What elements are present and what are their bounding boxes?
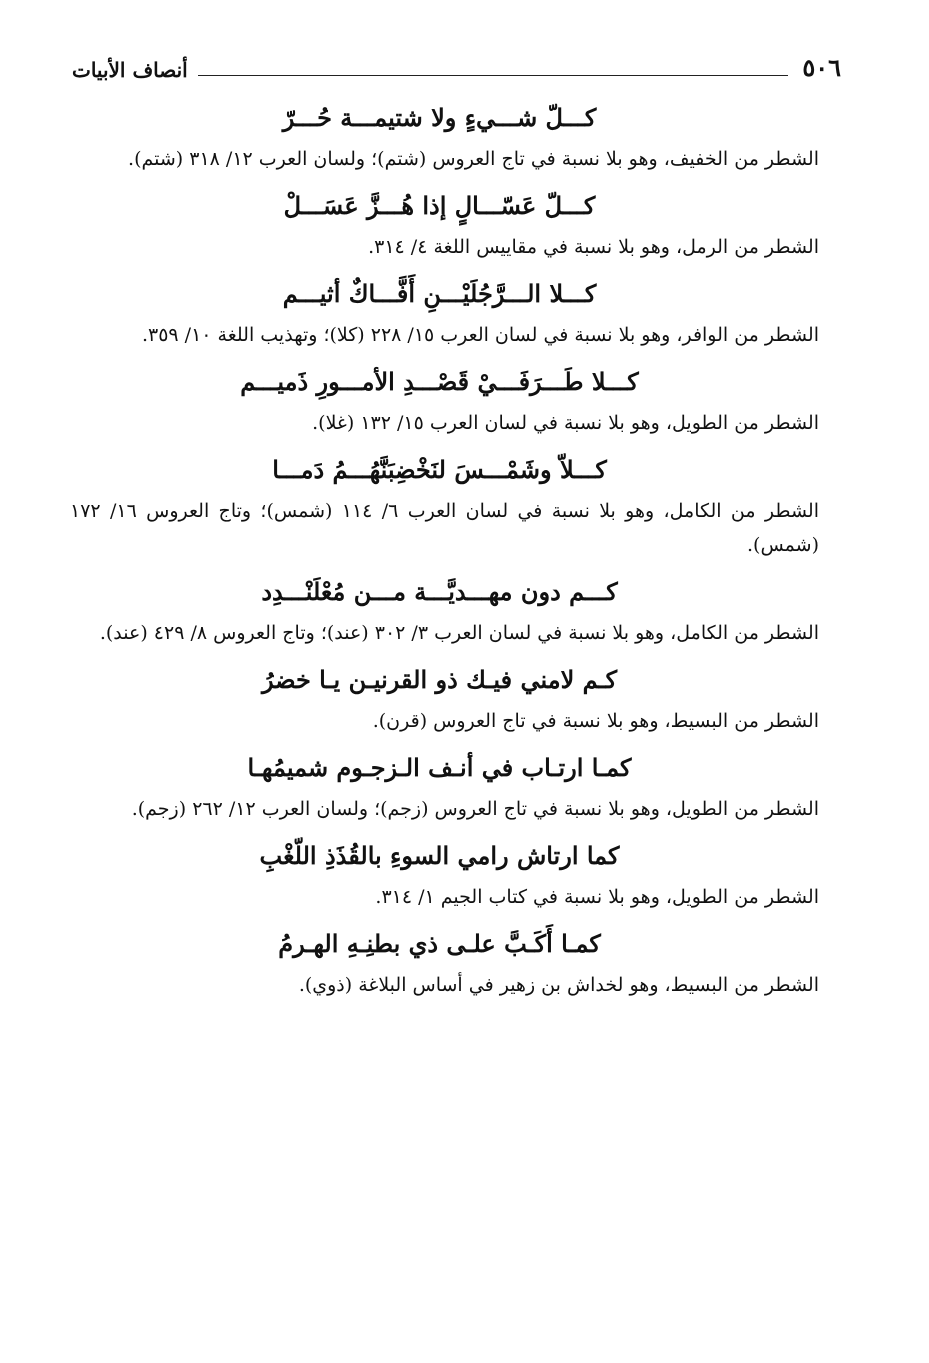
verse-entries (70, 100, 819, 1014)
verse-note: الشطر من البسيط، وهو بلا نسبة في تاج العروس (قرن). (372, 710, 819, 732)
verse-line: كمـا أَكَـبَّ علـى ذي بطنِـهِ الهـرمُ (278, 929, 601, 958)
verse-entry (70, 662, 819, 738)
verse-note: الشطر من الطويل، وهو بلا نسبة في كتاب الجيم ١/ ٣١٤. (375, 886, 819, 908)
verse-line: كمـا ارتـاب في أنـف الـزجـوم شميمُهـا (247, 753, 632, 782)
verse-line: كـــلّ عَسّـــالٍ إذا هُـــزَّ عَسَـــلْ (283, 191, 596, 220)
verse-note: الشطر من الخفيف، وهو بلا نسبة في تاج العروس (شتم)؛ ولسان العرب ١٢/ ٣١٨ (شتم). (128, 148, 819, 170)
verse-entry (70, 276, 819, 352)
verse-entry (70, 188, 819, 264)
verse-note: الشطر من الطويل، وهو بلا نسبة في لسان العرب ١٥/ ١٣٢ (غلا). (312, 412, 819, 434)
verse-note: الشطر من الوافر، وهو بلا نسبة في لسان العرب ١٥/ ٢٢٨ (كلا)؛ وتهذيب اللغة ١٠/ ٣٥٩. (141, 324, 819, 346)
verse-line: كـــلاّ وشَمْـــسَ لنَخْضِبَنَّهُـــمُ دَمـــا (272, 455, 607, 484)
verse-line: كـــم دون مهـــديَّـــة مـــن مُعْلَنْـــدِد (261, 577, 618, 606)
header-rule (198, 75, 789, 76)
running-title: أنصاف الأبيات (72, 58, 188, 82)
page-header (72, 40, 841, 80)
verse-note: الشطر من الطويل، وهو بلا نسبة في تاج العروس (زجم)؛ ولسان العرب ١٢/ ٢٦٢ (زجم). (131, 798, 819, 820)
verse-line: كـــلّ شـــيءٍ ولا شتيمـــة حُـــرّ (282, 103, 597, 132)
verse-note: الشطر من الكامل، وهو بلا نسبة في لسان العرب ٦/ ١١٤ (شمس)؛ وتاج العروس ١٦/ ١٧٢ (شمس). (70, 500, 819, 556)
verse-entry (70, 100, 819, 176)
verse-entry (70, 750, 819, 826)
verse-line: كما ارتاش رامي السوءِ بالقُذَذِ اللّغْبِ (259, 841, 620, 870)
verse-note: الشطر من الكامل، وهو بلا نسبة في لسان العرب ٣/ ٣٠٢ (عند)؛ وتاج العروس ٨/ ٤٢٩ (عند). (99, 622, 819, 644)
verse-entry (70, 574, 819, 650)
verse-entry (70, 364, 819, 440)
verse-line: كـم لامني فيـك ذو القرنيـن يـا خضرُ (261, 665, 618, 694)
page-number: ٥٠٦ (802, 53, 841, 82)
verse-entry (70, 452, 819, 562)
verse-note: الشطر من الرمل، وهو بلا نسبة في مقاييس اللغة ٤/ ٣١٤. (368, 236, 819, 258)
verse-entry (70, 926, 819, 1002)
verse-note: الشطر من البسيط، وهو لخداش بن زهير في أساس البلاغة (ذوي). (298, 974, 819, 996)
verse-line: كـــلا طَـــرَفَـــيْ قَصْـــدِ الأمـــورِ ذَميـــم (240, 367, 639, 396)
verse-line: كـــلا الـــرَّجُلَيْـــنِ أَفَّـــاكٌ أثيـــم (282, 279, 597, 308)
verse-entry (70, 838, 819, 914)
